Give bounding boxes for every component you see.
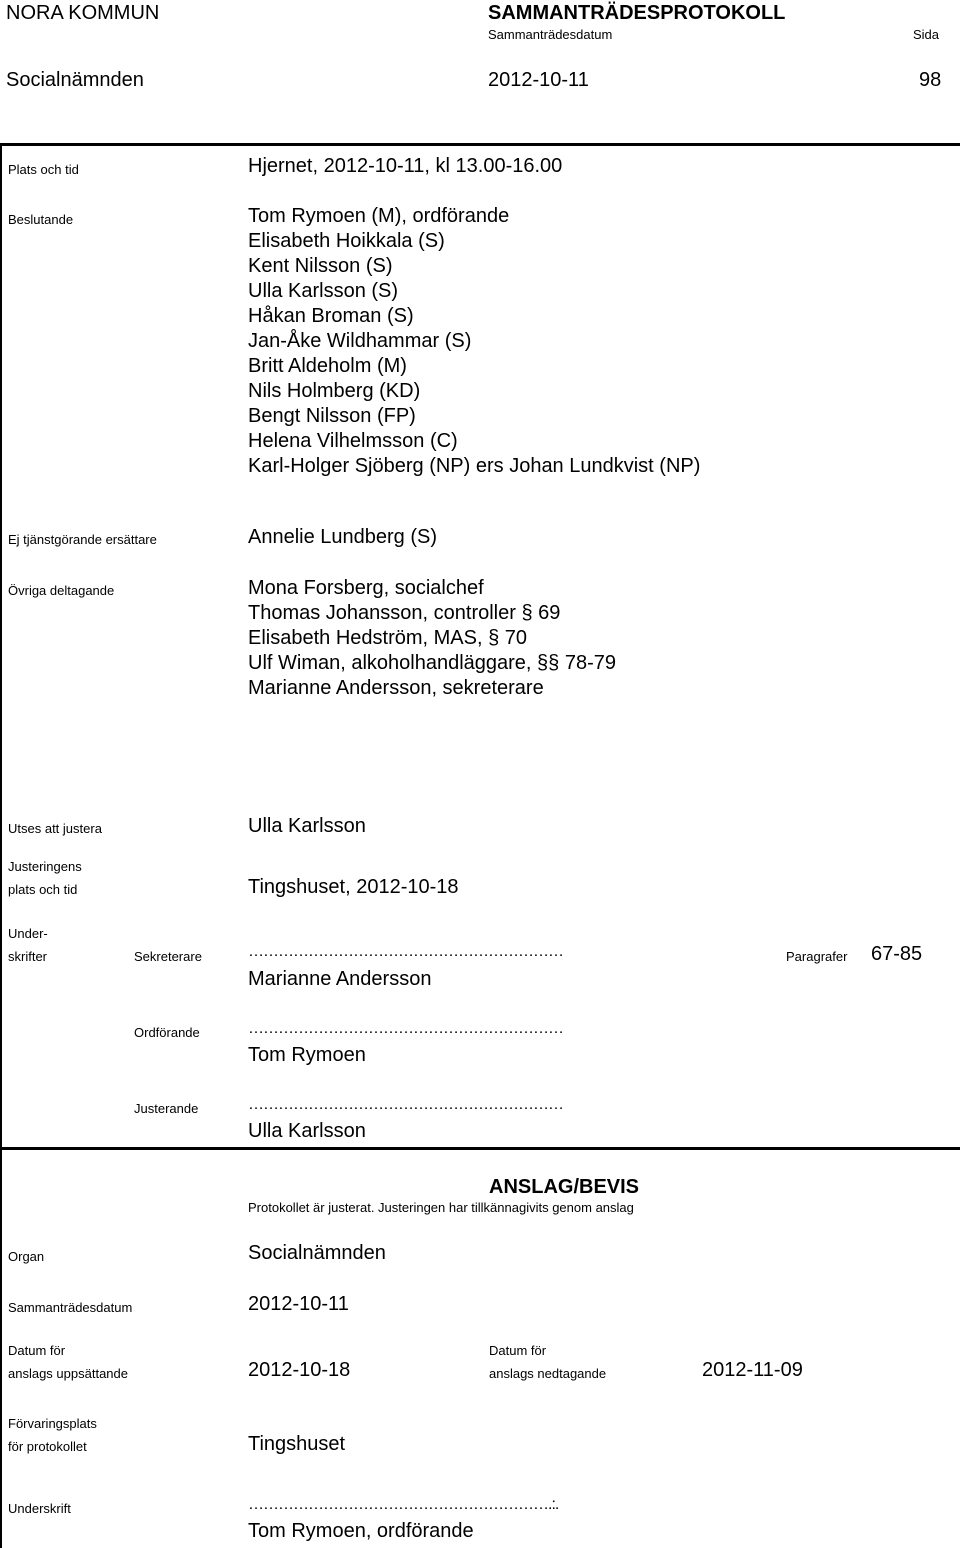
- header-date-label: Sammanträdesdatum: [488, 27, 613, 42]
- meeting-date-value: 2012-10-11: [248, 1293, 349, 1315]
- removed-value: 2012-11-09: [702, 1359, 803, 1381]
- signature-label: Underskrift: [8, 1501, 71, 1516]
- deciding-member: Håkan Broman (S): [248, 305, 414, 327]
- other-participant: Marianne Andersson, sekreterare: [248, 677, 544, 699]
- signatures-label-1: Under-: [8, 926, 48, 941]
- organ-label: Organ: [8, 1249, 45, 1264]
- adjuster-signature-line: ………………………………………………………: [248, 1096, 563, 1113]
- deciding-member: Kent Nilsson (S): [248, 255, 393, 277]
- notice-subtitle: Protokollet är justerat. Justeringen har tillkännagivits genom anslag: [248, 1200, 634, 1215]
- adjustment-place-value: Tingshuset, 2012-10-18: [248, 876, 459, 898]
- header-date: 2012-10-11: [488, 69, 589, 91]
- municipality-name: NORA KOMMUN: [6, 2, 160, 24]
- deciding-member: Tom Rymoen (M), ordförande: [248, 205, 510, 227]
- secretary-name: Marianne Andersson: [248, 968, 432, 990]
- deciding-member: Jan-Åke Wildhammar (S): [248, 330, 472, 352]
- chair-label: Ordförande: [134, 1025, 200, 1040]
- others-label: Övriga deltagande: [8, 583, 115, 598]
- place-value: Hjernet, 2012-10-11, kl 13.00-16.00: [248, 155, 563, 177]
- organ-value: Socialnämnden: [248, 1242, 386, 1264]
- top-rule: [0, 143, 960, 146]
- meeting-date-label: Sammanträdesdatum: [8, 1300, 133, 1315]
- signature-name: Tom Rymoen, ordförande: [248, 1520, 474, 1542]
- chair-signature-line: ………………………………………………………: [248, 1020, 563, 1037]
- deciding-member: Karl-Holger Sjöberg (NP) ers Johan Lundkvist (NP): [248, 455, 701, 477]
- notice-rule: [0, 1147, 960, 1150]
- deciding-label: Beslutande: [8, 212, 74, 227]
- adjuster-label: Justerande: [134, 1101, 199, 1116]
- deciding-member: Nils Holmberg (KD): [248, 380, 421, 402]
- chair-name: Tom Rymoen: [248, 1044, 366, 1066]
- other-participant: Ulf Wiman, alkoholhandläggare, §§ 78-79: [248, 652, 616, 674]
- signatures-label-2: skrifter: [8, 949, 47, 964]
- left-border: [0, 143, 2, 1548]
- deciding-member: Britt Aldeholm (M): [248, 355, 407, 377]
- deciding-member: Ulla Karlsson (S): [248, 280, 399, 302]
- storage-label-1: Förvaringsplats: [8, 1416, 97, 1431]
- appointed-label: Utses att justera: [8, 821, 102, 836]
- deciding-member: Helena Vilhelmsson (C): [248, 430, 458, 452]
- posted-label-2: anslags uppsättande: [8, 1366, 128, 1381]
- page-number: 98: [919, 69, 942, 91]
- adjuster-name: Ulla Karlsson: [248, 1120, 366, 1142]
- storage-value: Tingshuset: [248, 1433, 346, 1455]
- deciding-member: Bengt Nilsson (FP): [248, 405, 416, 427]
- removed-label-1: Datum för: [489, 1343, 547, 1358]
- others-list: [248, 577, 616, 700]
- secretary-label: Sekreterare: [134, 949, 202, 964]
- substitutes-value: Annelie Lundberg (S): [248, 526, 438, 548]
- adjustment-place-label-1: Justeringens: [8, 859, 82, 874]
- notice-title: ANSLAG/BEVIS: [489, 1176, 640, 1198]
- paragraphs-label: Paragrafer: [786, 949, 848, 964]
- other-participant: Thomas Johansson, controller § 69: [248, 602, 561, 624]
- other-participant: Elisabeth Hedström, MAS, § 70: [248, 627, 528, 649]
- secretary-signature-line: ………………………………………………………: [248, 943, 563, 960]
- removed-label-2: anslags nedtagande: [489, 1366, 607, 1381]
- document-type: SAMMANTRÄDESPROTOKOLL: [488, 2, 786, 24]
- paragraphs-value: 67-85: [871, 943, 923, 965]
- substitutes-label: Ej tjänstgörande ersättare: [8, 532, 157, 547]
- header-page-label: Sida: [913, 27, 940, 42]
- place-label: Plats och tid: [8, 162, 79, 177]
- posted-label-1: Datum för: [8, 1343, 66, 1358]
- adjustment-place-label-2: plats och tid: [8, 882, 78, 897]
- committee-name: Socialnämnden: [6, 69, 144, 91]
- other-participant: Mona Forsberg, socialchef: [248, 577, 484, 599]
- posted-value: 2012-10-18: [248, 1359, 351, 1381]
- deciding-member: Elisabeth Hoikkala (S): [248, 230, 445, 252]
- notice-signature-line: …………………………………………………….:.: [248, 1496, 559, 1513]
- deciding-list: [248, 205, 700, 478]
- storage-label-2: för protokollet: [8, 1439, 87, 1454]
- appointed-value: Ulla Karlsson: [248, 815, 366, 837]
